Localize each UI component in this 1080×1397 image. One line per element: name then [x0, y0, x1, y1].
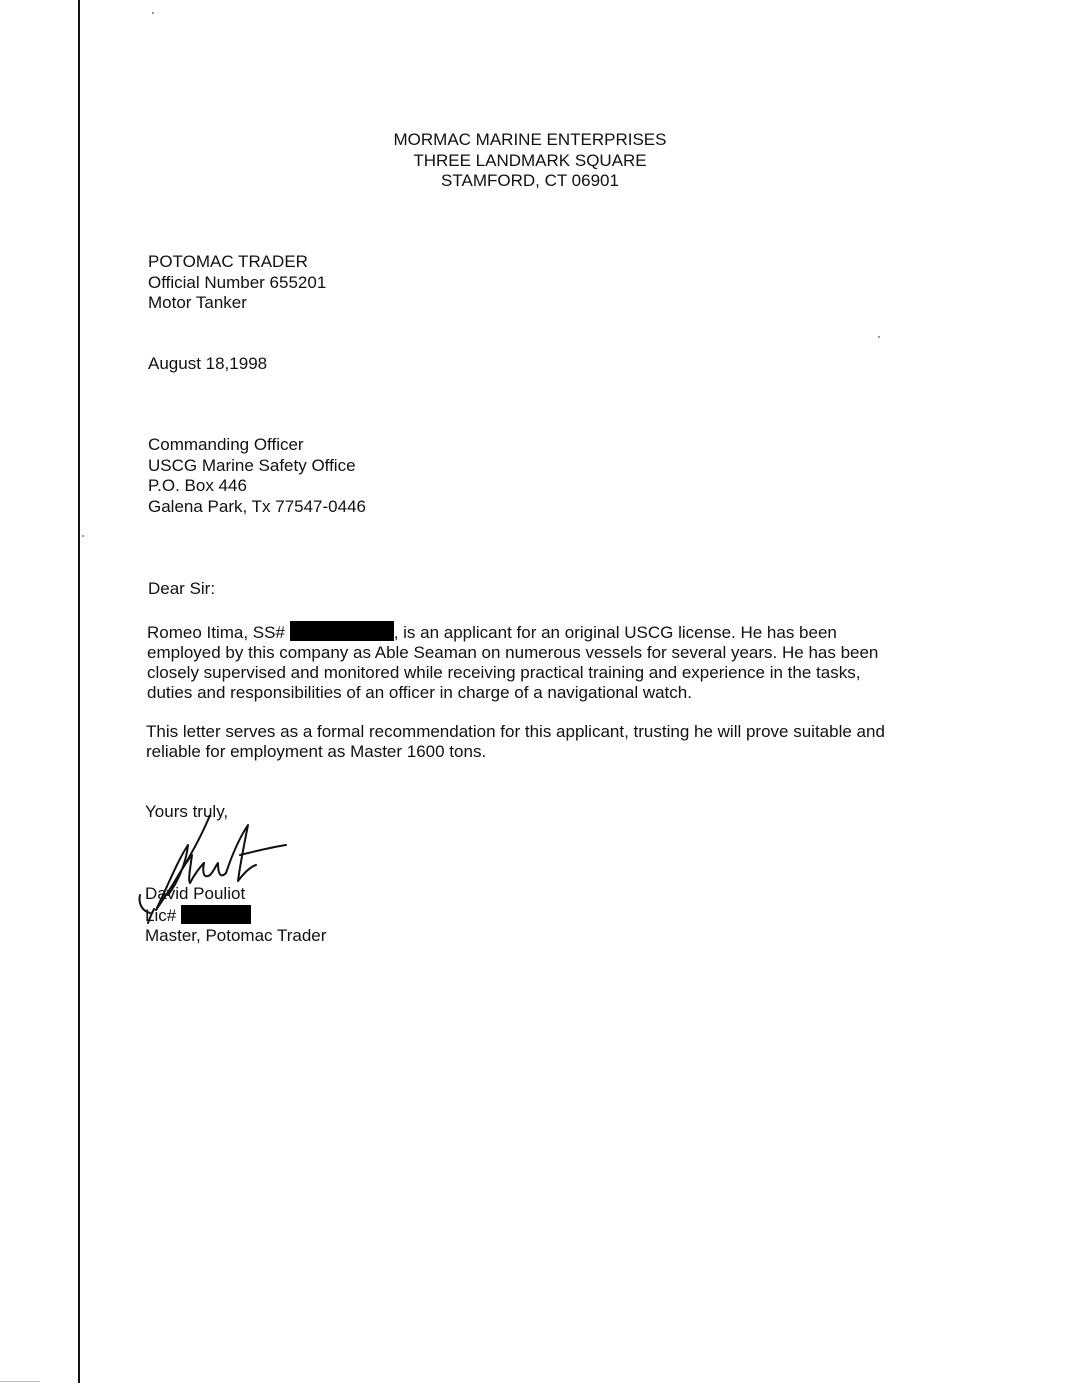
vessel-type: Motor Tanker [148, 293, 247, 312]
scan-speck [152, 12, 154, 14]
page-margin-rule [78, 0, 80, 1383]
scan-speck [878, 336, 880, 338]
license-label: Lic# [145, 905, 177, 925]
company-name: MORMAC MARINE ENTERPRISES [393, 130, 667, 149]
scan-edge-mark [0, 1381, 40, 1382]
license-redaction [181, 905, 251, 924]
closing: Yours truly, [145, 802, 229, 821]
recipient-address [148, 435, 366, 517]
signer-name: David Pouliot [145, 884, 246, 903]
signer-block [145, 884, 326, 947]
recipient-box: P.O. Box 446 [148, 476, 247, 495]
recipient-office: USCG Marine Safety Office [148, 455, 356, 475]
letterhead [380, 130, 680, 192]
paragraph-rest: , is an applicant for an original USCG license. He has been employed by this company as Able Seaman on numerous vessels for several years. He has been closely supervised and monitored while receiving practical training and experience in the tasks, duties and responsibilities of an officer in charge of a navigational watch. [147, 623, 879, 702]
recipient-title: Commanding Officer [148, 435, 304, 454]
company-street: THREE LANDMARK SQUARE [413, 150, 647, 170]
ssn-redaction [290, 621, 394, 641]
scan-speck [82, 535, 84, 537]
paragraph-lead: Romeo Itima, SS# [147, 623, 285, 642]
signer-license [145, 905, 326, 927]
vessel-official-number: Official Number 655201 [148, 272, 327, 292]
vessel-block [148, 252, 326, 314]
letter-date: August 18,1998 [148, 354, 268, 373]
body-paragraph-1 [147, 621, 907, 703]
recipient-city: Galena Park, Tx 77547-0446 [148, 496, 366, 516]
vessel-name: POTOMAC TRADER [148, 252, 308, 271]
salutation: Dear Sir: [148, 579, 216, 598]
body-paragraph-2: This letter serves as a formal recommendation for this applicant, trusting he will prove suitable and reliable for employment as Master 1600 tons. [146, 722, 885, 761]
company-city: STAMFORD, CT 06901 [441, 171, 619, 190]
signer-position: Master, Potomac Trader [145, 926, 327, 945]
